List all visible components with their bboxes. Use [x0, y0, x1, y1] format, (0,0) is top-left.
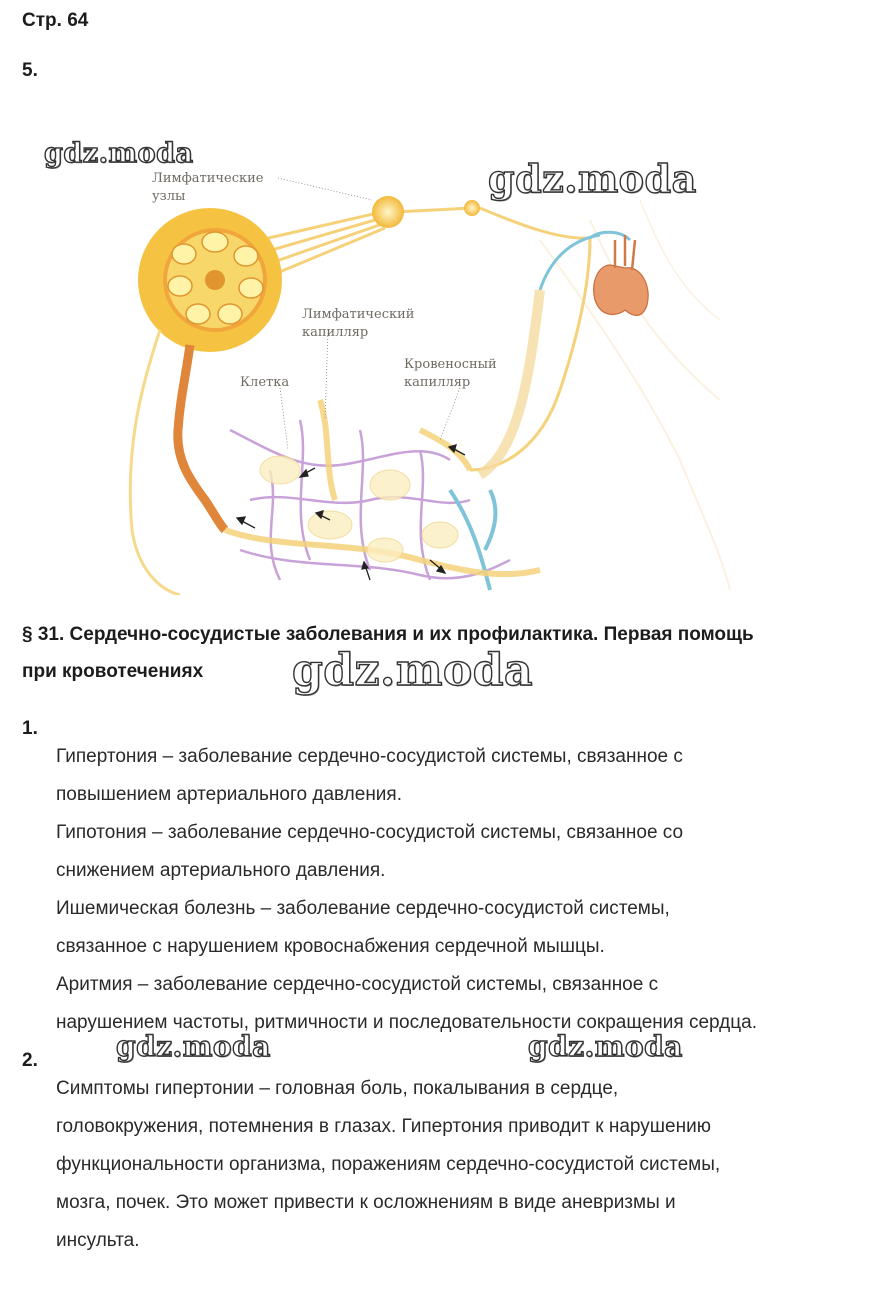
task-2-line: функциональности организма, поражениям сердечно-сосудистой системы, — [56, 1154, 721, 1175]
section-heading-line1: § 31. Сердечно-сосудистые заболевания и их профилактика. Первая помощь — [22, 624, 754, 645]
task-1-number: 1. — [22, 718, 38, 739]
task-1-line: Гипертония – заболевание сердечно-сосудистой системы, связанное с — [56, 746, 683, 767]
task-2-line: мозга, почек. Это может привести к осложнениям в виде аневризмы и — [56, 1192, 676, 1213]
label-lymph-nodes-line1: Лимфатические — [152, 171, 264, 186]
watermark: gdz.moda — [528, 1030, 683, 1063]
watermark: gdz.moda — [488, 156, 697, 201]
task-2-line: Симптомы гипертонии – головная боль, покалывания в сердце, — [56, 1078, 619, 1099]
page-label: Стр. 64 — [22, 10, 89, 31]
watermark: gdz.moda — [44, 138, 194, 169]
task-2-line: головокружения, потемнения в глазах. Гипертония приводит к нарушению — [56, 1116, 711, 1137]
task-2-line: инсульта. — [56, 1230, 140, 1251]
watermark: gdz.moda — [116, 1030, 271, 1063]
label-lymph-nodes-line2: узлы — [152, 189, 186, 204]
label-lymph-capillary-line2: капилляр — [302, 325, 369, 340]
lymph-node-tiny — [464, 200, 480, 216]
label-blood-capillary-line1: Кровеносный — [404, 357, 497, 372]
label-lymph-capillary-line1: Лимфатический — [302, 307, 415, 322]
task-1-line: Ишемическая болезнь – заболевание сердечно-сосудистой системы, — [56, 898, 670, 919]
task-1-line: снижением артериального давления. — [56, 860, 386, 881]
label-cell: Клетка — [240, 375, 290, 390]
task-1-answer — [56, 738, 881, 1042]
lymph-node-small — [372, 196, 404, 228]
task-1-line: Гипотония – заболевание сердечно-сосудистой системы, связанное со — [56, 822, 684, 843]
task-1-line: нарушением частоты, ритмичности и последовательности сокращения сердца. — [56, 1012, 757, 1033]
task-2-number: 2. — [22, 1050, 38, 1071]
task-5-number: 5. — [22, 60, 38, 81]
task-1-line: связанное с нарушением кровоснабжения сердечной мышцы. — [56, 936, 605, 957]
watermark: gdz.moda — [292, 645, 534, 696]
task-1-line: повышением артериального давления. — [56, 784, 402, 805]
task-2-answer — [56, 1070, 881, 1260]
task-1-line: Аритмия – заболевание сердечно-сосудистой системы, связанное с — [56, 974, 659, 995]
section-heading-line2: при кровотечениях — [22, 661, 204, 682]
label-blood-capillary-line2: капилляр — [404, 375, 471, 390]
